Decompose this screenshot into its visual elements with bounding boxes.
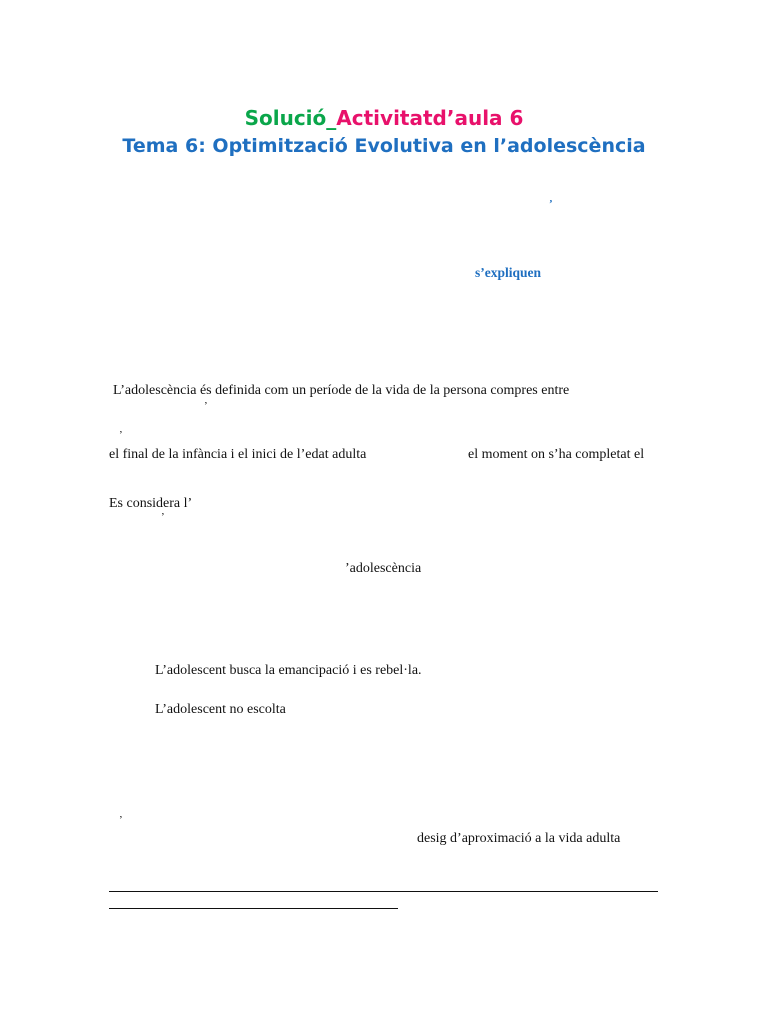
transition-text-left: el final de la infància i el inici de l’edat adulta (109, 447, 367, 462)
apostrophe-mark: ’ (204, 400, 208, 412)
apostrophe-mark: ’ (549, 198, 553, 210)
answer-line (109, 891, 658, 892)
statement-no-escolta: L’adolescent no escolta (155, 702, 286, 717)
document-subtitle: Tema 6: Optimització Evolutiva en l’adolescència (122, 135, 646, 157)
desig-text: desig d’aproximació a la vida adulta (417, 831, 621, 846)
apostrophe-mark: ’ (119, 814, 123, 826)
title-part-activitat: Activitatd’aula 6 (336, 106, 524, 130)
apostrophe-mark: ’ (161, 511, 165, 523)
s-expliquen-text: s’expliquen (475, 265, 542, 280)
document-title (0, 106, 768, 130)
adolescencia-text: ’adolescència (345, 561, 422, 576)
transition-text-right: el moment on s’ha completat el (468, 447, 645, 462)
definition-text: L’adolescència és definida com un període de la vida de la persona compres entre (113, 383, 570, 398)
es-considera-text: Es considera l’ (109, 496, 193, 511)
apostrophe-mark: ’ (119, 429, 123, 441)
statement-emancipacio: L’adolescent busca la emancipació i es rebel·la. (155, 663, 422, 678)
answer-line (109, 908, 398, 909)
title-part-solucio: Solució_ (244, 106, 337, 130)
